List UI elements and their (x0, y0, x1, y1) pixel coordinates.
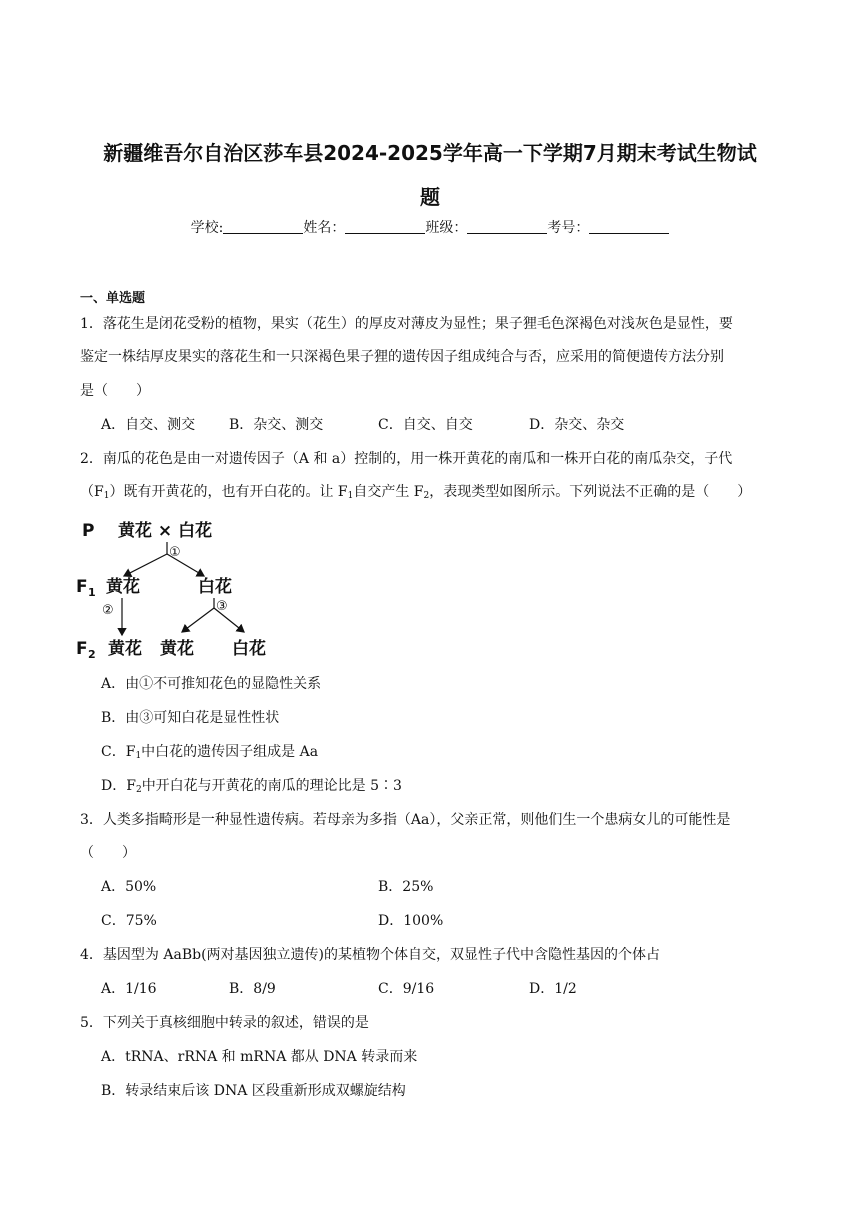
f2-yellow-label-a: 黄花 (108, 639, 142, 659)
q2-option-c: C．$F_1$中白花的遗传因子组成是 Aa (101, 744, 319, 761)
exam-title-line1: 新疆维吾尔自治区莎车县2024-2025学年高一下学期7月期末考试生物试 (103, 141, 757, 165)
q2-stem-line2: $(F_1)$既有开黄花的，也有开白花的。让 $F_1$自交产生 $F_2$，表现类型如图所示。下列说法不正确的是（ ） (80, 484, 752, 501)
school-blank (223, 219, 303, 234)
f2-yellow-label-b: 黄花 (160, 639, 194, 659)
class-blank (467, 219, 547, 234)
gen-f2-label: F (76, 639, 88, 659)
q1-stem-line1: 1．落花生是闭花受粉的植物，果实（花生）的厚皮对薄皮为显性；果子狸毛色深褐色对浅灰色是显性，要 (80, 316, 733, 332)
q1-stem-line2: 鉴定一株结厚皮果实的落花生和一只深褐色果子狸的遗传因子组成纯合与否，应采用的简便遗传方法分别 (80, 349, 724, 365)
f2-white-label: 白花 (232, 639, 266, 659)
f1-white-to-f2-yellow-arrow (182, 608, 214, 632)
q5-stem-line1: 5．下列关于真核细胞中转录的叙述，错误的是 (80, 1015, 369, 1031)
q4-option-c: C．9/16 (378, 981, 435, 997)
q1-stem-line3: 是（ ） (80, 383, 150, 399)
gen-f1-sub: 1 (88, 586, 96, 599)
q4-option-a: A．1/16 (101, 981, 157, 997)
q3-stem-line1: 3．人类多指畸形是一种显性遗传病。若母亲为多指（Aa），父亲正常，则他们生一个患病女儿的可能性是 (80, 812, 731, 828)
step1-label: ① (169, 545, 181, 560)
q5-option-b: B．转录结束后该 DNA 区段重新形成双螺旋结构 (101, 1083, 406, 1099)
name-blank (345, 219, 425, 234)
q2-option-b: B．由③可知白花是显性性状 (101, 710, 280, 726)
step3-label: ③ (216, 599, 228, 614)
inheritance-diagram (76, 514, 296, 664)
p-cross-label: 黄花 × 白花 (118, 521, 213, 541)
q3-option-a: A．50% (101, 879, 157, 895)
q3-option-d: D．100% (378, 913, 444, 929)
q2-stem-line1: 2．南瓜的花色是由一对遗传因子（A 和 a）控制的，用一株开黄花的南瓜和一株开白花的南瓜杂交，子代 (80, 451, 733, 467)
step2-label: ② (102, 603, 114, 618)
q2-option-a: A．由①不可推知花色的显隐性关系 (101, 676, 322, 692)
exam-no-label: 考号： (547, 220, 590, 236)
p-to-f1-yellow-arrow (124, 554, 167, 576)
gen-p-label: P (82, 521, 95, 541)
q4-option-d: D．1/2 (529, 981, 577, 997)
f1-white-label: 白花 (198, 577, 232, 597)
gen-f2-sub: 2 (88, 648, 96, 661)
exam-title-line2: 题 (420, 185, 440, 209)
q3-option-b: B．25% (378, 879, 434, 895)
q1-option-d: D．杂交、杂交 (529, 417, 625, 433)
f1-yellow-label: 黄花 (106, 577, 140, 597)
class-label: 班级： (425, 220, 468, 236)
q4-stem-line1: 4．基因型为 AaBb(两对基因独立遗传)的某植物个体自交，双显性子代中含隐性基因的个体占 (80, 947, 660, 963)
q1-option-c: C．自交、自交 (378, 417, 473, 433)
q3-option-c: C．75% (101, 913, 157, 929)
school-label: 学校: (190, 220, 224, 236)
gen-f1-label: F (76, 577, 88, 597)
student-info-line (0, 218, 860, 238)
q1-option-a: A．自交、测交 (101, 417, 196, 433)
q1-option-b: B．杂交、测交 (229, 417, 324, 433)
q5-option-a: A．tRNA、rRNA 和 mRNA 都从 DNA 转录而来 (101, 1049, 418, 1065)
q4-option-b: B．8/9 (229, 981, 276, 997)
name-label: 姓名： (303, 220, 346, 236)
q2-option-d: D．$F_2$中开白花与开黄花的南瓜的理论比是 5∶3 (101, 778, 402, 795)
section-heading: 一、单选题 (80, 291, 146, 306)
q3-stem-line2: （ ） (80, 845, 136, 861)
exam-no-blank (589, 219, 669, 234)
